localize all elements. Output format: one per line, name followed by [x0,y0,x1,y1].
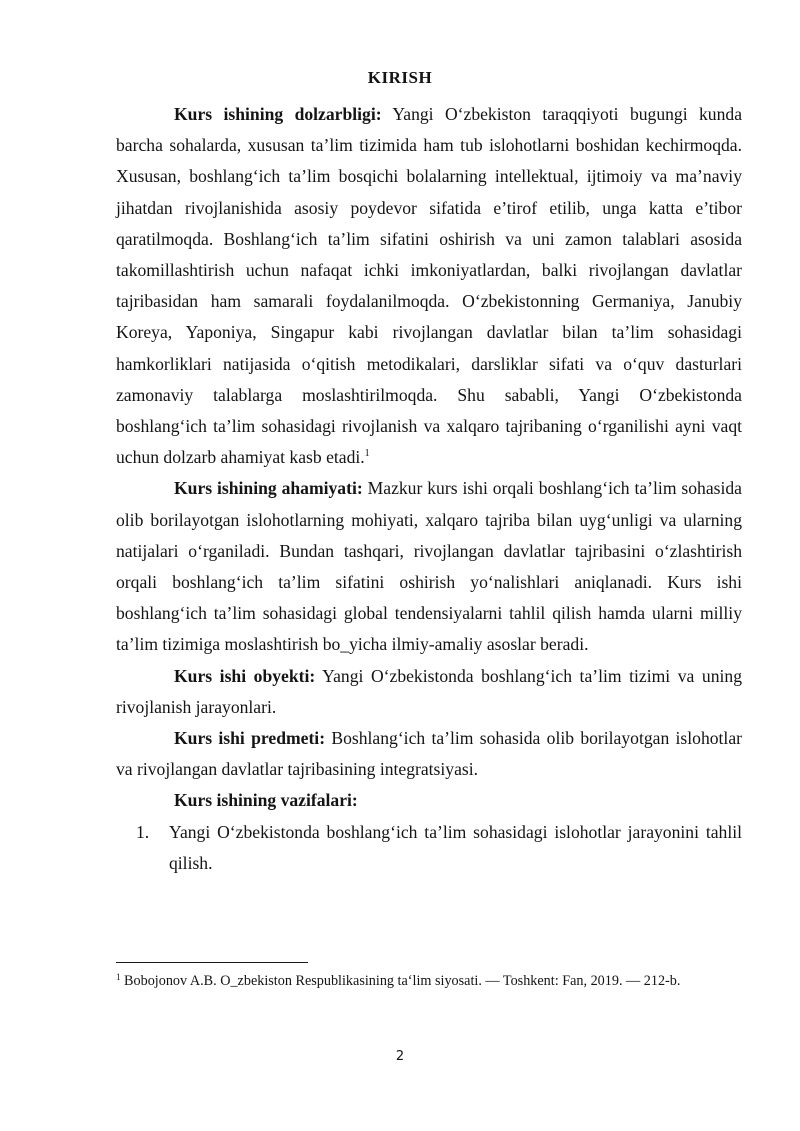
paragraph-subject [116,723,742,785]
footnote-reference: 1 [364,448,370,460]
paragraph-relevance [116,99,742,473]
paragraph-text: Yangi O‘zbekiston taraqqiyoti bugungi kunda barcha sohalarda, xususan ta’lim tizimida ham tub islohotlarni boshidan kechirmoqda. Xususan, boshlang‘ich ta’lim bosqichi bolalarning intellektual, ijtimoiy va ma’naviy jihatdan rivojlanishida asosiy poydevor sifatida e’tirof etilib, unga katta e’tibor qaratilmoqda. Boshlang‘ich ta’lim sifatini oshirish va uni zamon talablari asosida takomillashtirish uchun nafaqat ichki imkoniyatlardan, balki rivojlangan davlatlar tajribasidan ham samarali foydalanilmoqda. O‘zbekistonning Germaniya, Janubiy Koreya, Yaponiya, Singapur kabi rivojlangan davlatlar bilan ta’lim sohasidagi hamkorliklari natijasida o‘qitish metodikalari, darsliklar sifati va o‘quv dasturlari zamonaviy talablarga moslashtirilmoqda. Shu sababli, Yangi O‘zbekistonda boshlang‘ich ta’lim sohasidagi rivojlanish va xalqaro tajribaning o‘rganilishi ayni vaqt uchun dolzarb ahamiyat kasb etadi. [116,104,743,468]
paragraph-heading: Kurs ishi predmeti: [174,728,326,749]
paragraph-object [116,661,742,723]
list-item-number: 1. [136,821,150,842]
paragraph-tasks-heading [116,785,742,816]
paragraph-text: Mazkur kurs ishi orqali boshlang‘ich ta’lim sohasida olib borilayotgan islohotlarning mohiyati, xalqaro tajriba bilan uyg‘unligi va ularning natijalari o‘rganiladi. Bundan tashqari, rivojlangan davlatlar tajribasini o‘zlashtirish orqali boshlang‘ich ta’lim sifatini oshirish yo‘nalishlari aniqlanadi. Kurs ishi boshlang‘ich ta’lim sohasidagi global tendensiyalarni tahlil qilish hamda ularni milliy ta’lim tizimiga moslashtirish bo_yicha ilmiy-amaliy asoslar beradi. [116,478,742,655]
paragraph-heading: Kurs ishining dolzarbligi: [174,104,382,124]
list-item [136,817,742,879]
list-item-text: Yangi O‘zbekistonda boshlang‘ich ta’lim sohasidagi islohotlar jarayonini tahlil qilish. [169,821,742,873]
page-title: KIRISH [367,68,433,87]
paragraph-heading: Kurs ishining ahamiyati: [174,478,363,499]
footnote-text: Bobojonov A.B. O_zbekiston Respublikasining ta‘lim siyosati. — Toshkent: Fan, 2019. — 212-b. [120,973,681,989]
footnote-marker: 1 [116,972,121,982]
tasks-list [116,817,742,879]
body-text [116,99,742,879]
footnote-divider [116,962,308,963]
paragraph-heading: Kurs ishi obyekti: [174,665,316,686]
paragraph-text: Boshlang‘ich ta’lim sohasida olib borilayotgan islohotlar va rivojlangan davlatlar tajribasining integratsiyasi. [116,728,742,780]
footnote [116,968,742,995]
paragraph-heading: Kurs ishining vazifalari: [174,790,358,811]
page-number: 2 [395,1049,405,1064]
paragraph-text: Yangi O‘zbekistonda boshlang‘ich ta’lim tizimi va uning rivojlanish jarayonlari. [116,665,742,717]
paragraph-significance [116,473,742,660]
